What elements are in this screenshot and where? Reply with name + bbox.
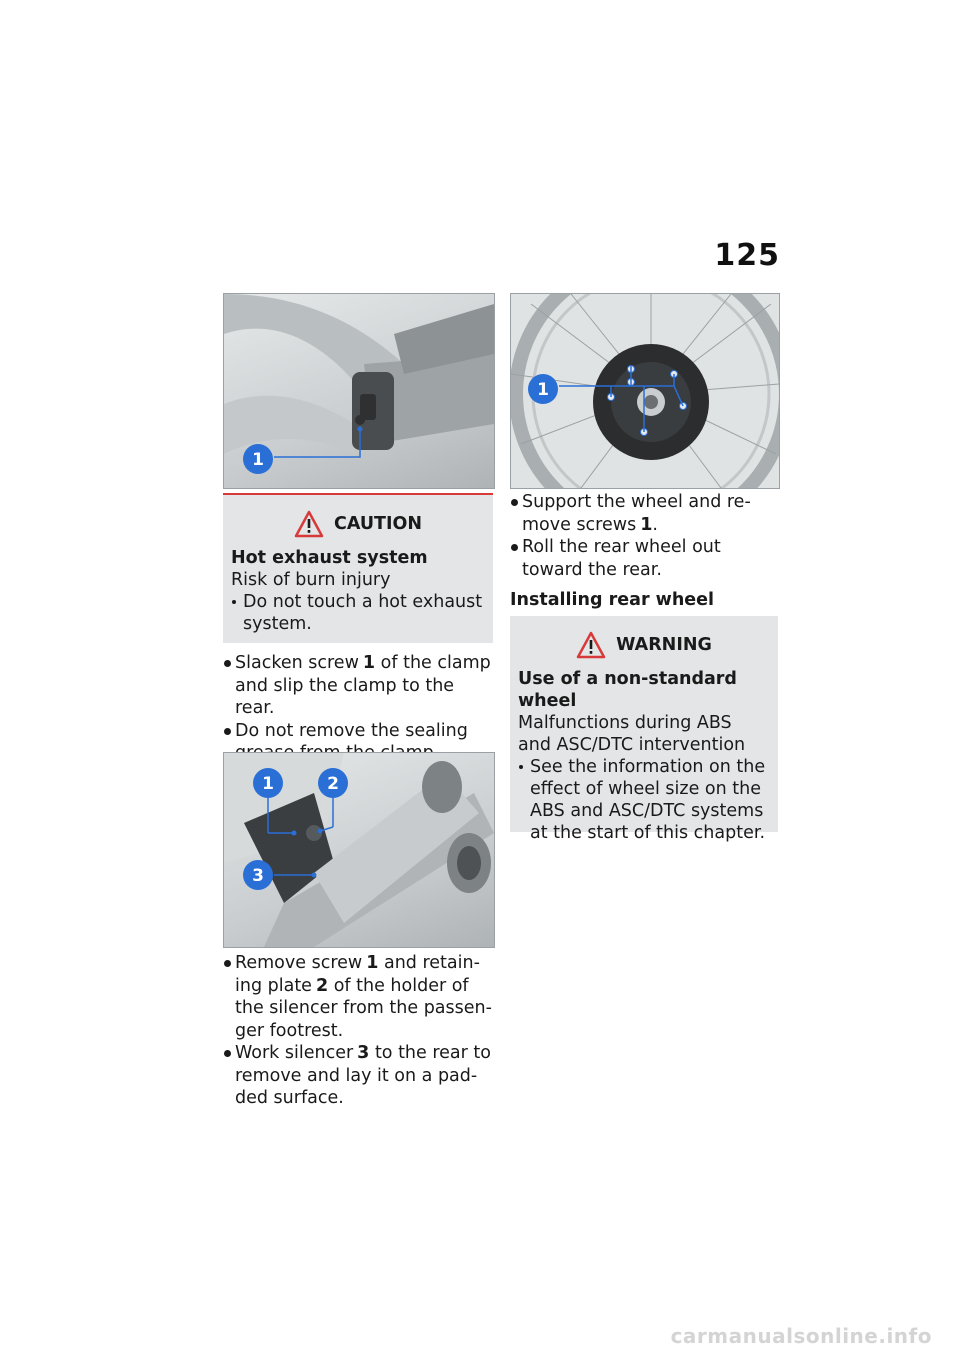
page-number: 125 (714, 238, 780, 273)
step-slacken-screw: Slacken screw 1 of the clamp and slip the clamp to the rear. (223, 652, 493, 720)
step-roll-wheel: Roll the rear wheel out toward the rear. (510, 536, 778, 581)
exhaust-clamp-illustration (224, 294, 494, 488)
caution-item: Do not touch a hot exhaust system. (231, 591, 485, 635)
wheel-steps (510, 491, 778, 581)
step-work-silencer: Work silencer 3 to the rear to remove and lay it on a pad-ded surface. (223, 1042, 493, 1110)
callout-1-label: 1 (252, 450, 264, 470)
warning-label: WARNING (616, 635, 712, 655)
caution-label: CAUTION (333, 514, 423, 534)
warning-notice (510, 616, 778, 843)
silencer-illustration (224, 753, 494, 947)
warning-subtitle: Malfunctions during ABS and ASC/DTC intervention (518, 713, 746, 755)
callout-1-label: 1 (537, 380, 549, 400)
callout-3-label: 3 (252, 866, 264, 886)
exhaust-clamp-figure (223, 293, 495, 489)
warning-triangle-icon (576, 631, 606, 659)
rear-wheel-figure (510, 293, 780, 489)
clamp-steps (223, 652, 493, 765)
caution-title: Hot exhaust system (231, 548, 428, 568)
step-remove-screw: Remove screw 1 and retain-ing plate 2 of the holder of the silencer from the passen-ger footrest. (223, 952, 493, 1042)
installing-rear-wheel-heading: Installing rear wheel (510, 588, 778, 619)
step-remove-screws: Support the wheel and re-move screws 1. (510, 491, 778, 536)
callout-2-label: 2 (327, 774, 339, 794)
silencer-figure (223, 752, 495, 948)
warning-item: See the information on the effect of wheel size on the ABS and ASC/DTC systems at the start of this chapter. (518, 756, 770, 844)
warning-title: Use of a non-standard wheel (518, 669, 737, 711)
callout-1-label: 1 (262, 774, 274, 794)
warning-triangle-icon (294, 510, 324, 538)
warning-header (518, 628, 770, 662)
rear-wheel-illustration (511, 294, 779, 488)
caution-notice (223, 493, 493, 643)
footer-watermark: carmanualsonline.info (670, 1324, 932, 1348)
silencer-steps (223, 952, 493, 1110)
caution-header (231, 507, 485, 541)
caution-subtitle: Risk of burn injury (231, 570, 391, 590)
step-keep-grease: Do not remove the sealing (223, 720, 493, 765)
